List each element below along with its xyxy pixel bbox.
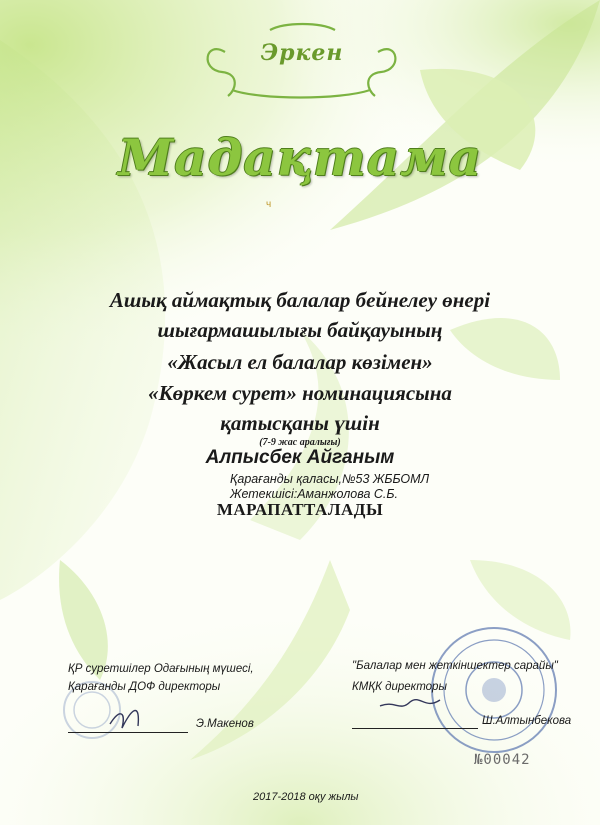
left-signatory-title-2: Қарағанды ДОФ директоры: [68, 681, 221, 693]
right-signature-line: [352, 728, 478, 729]
recipient-teacher: Жетекшісі:Аманжолова С.Б.: [230, 487, 398, 501]
left-signatory-name: Э.Макенов: [196, 718, 254, 730]
body-line-5: қатысқаны үшін: [220, 411, 380, 435]
award-text: МАРАПАТТАЛАДЫ: [216, 500, 384, 519]
recipient-name: Алпысбек Айганым: [205, 447, 395, 468]
body-line-2: шығармашылығы байқауының: [157, 318, 443, 342]
body-line-4: «Көркем сурет» номинациясына: [148, 381, 452, 405]
body-line-1: Ашық аймақтық балалар бейнелеу өнері: [109, 288, 491, 312]
right-signatory-title-1: "Балалар мен жеткіншектер сарайы": [352, 660, 558, 672]
right-signatory-name: Ш.Алтынбекова: [482, 715, 572, 727]
recipient-school: Қарағанды қаласы,№53 ЖББОМЛ: [230, 472, 430, 486]
serial-number: №00042: [474, 752, 531, 768]
age-group: (7-9 жас аралығы): [259, 437, 341, 448]
logo: [232, 40, 372, 80]
body-line-3: «Жасыл ел балалар көзімен»: [167, 350, 433, 374]
small-mark: ч: [266, 199, 272, 210]
right-signatory-title-2: КМҚК директоры: [352, 681, 447, 693]
logo-text: Эркен: [260, 40, 344, 66]
certificate-title: Мадақтама: [117, 128, 483, 187]
left-signatory-title-1: ҚР суретшілер Одағының мүшесі,: [68, 663, 254, 675]
academic-year: 2017-2018 оқу жылы: [253, 791, 359, 803]
left-signature-line: [68, 732, 188, 733]
